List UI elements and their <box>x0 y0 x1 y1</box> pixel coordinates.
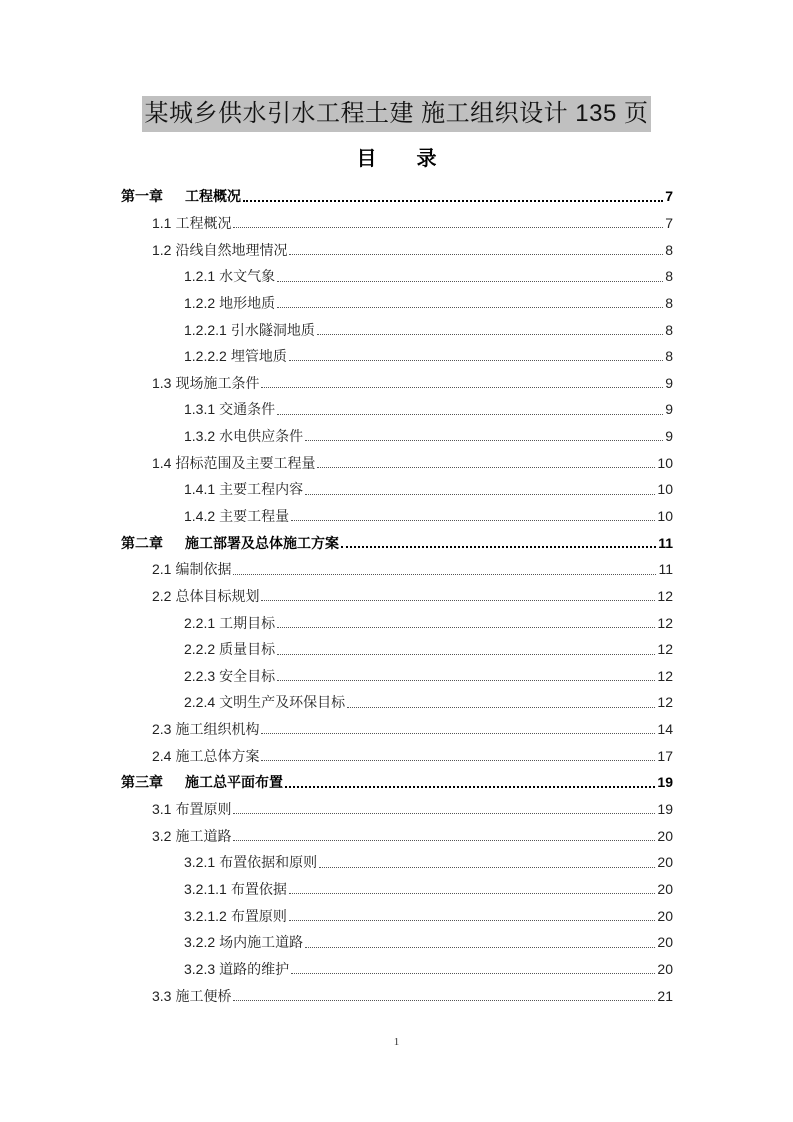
toc-entry-number: 3.2.1.1 <box>184 880 227 897</box>
toc-entry-number: 2.2.3 <box>184 667 216 684</box>
toc-entry-label <box>184 666 275 686</box>
toc-entry-number: 1.4.1 <box>184 481 216 498</box>
toc-entry-page: 21 <box>657 987 673 1004</box>
toc-entry-page: 10 <box>657 481 673 498</box>
toc-entry-number: 2.2 <box>152 587 172 604</box>
toc-entry-text: 沿线自然地理情况 <box>175 241 288 258</box>
toc-entry-page: 12 <box>657 587 673 604</box>
toc-entry[interactable] <box>121 689 673 716</box>
toc-entry[interactable] <box>121 742 673 769</box>
toc-entry-number: 1.4.2 <box>184 508 216 524</box>
toc-entry-number: 1.2 <box>152 241 172 258</box>
dot-leader <box>261 759 655 761</box>
toc-entry-page: 11 <box>658 534 673 551</box>
toc-entry[interactable] <box>121 369 673 396</box>
toc-entry-number: 第三章 <box>121 774 163 791</box>
page-number: 1 <box>393 1036 400 1048</box>
toc-entry-number: 3.2.1 <box>184 854 216 871</box>
toc-entry[interactable] <box>121 849 673 876</box>
toc-entry-page: 8 <box>665 268 673 285</box>
toc-entry-label <box>152 213 231 233</box>
toc-entry-page: 8 <box>665 294 673 311</box>
toc-entry-page: 12 <box>657 641 673 658</box>
toc-entry-number: 2.2.4 <box>184 694 216 711</box>
toc-entry-page: 17 <box>657 747 673 764</box>
toc-entry-text: 主要工程内容 <box>219 481 304 498</box>
toc-entry-label <box>184 320 315 340</box>
toc-entry-text: 工程概况 <box>185 188 241 205</box>
toc-entry-page: 19 <box>657 774 673 791</box>
toc-entry-label <box>121 772 283 792</box>
dot-leader <box>291 972 655 974</box>
toc-entry-page: 12 <box>657 667 673 684</box>
toc-entry-label <box>121 533 339 553</box>
toc-entry-number: 3.3 <box>152 987 172 1004</box>
dot-leader <box>305 946 655 948</box>
toc-entry-number: 1.3.2 <box>184 428 216 445</box>
toc-entry-text: 布置原则 <box>175 801 232 818</box>
toc-entry-page: 14 <box>657 721 673 738</box>
toc-entry-label <box>184 293 275 313</box>
toc-entry-label <box>152 586 259 606</box>
toc-entry[interactable] <box>121 290 673 317</box>
toc-entry-number: 3.2.3 <box>184 960 216 977</box>
dot-leader <box>233 226 663 228</box>
toc-entry[interactable] <box>121 556 673 583</box>
toc-entry[interactable] <box>121 263 673 290</box>
toc-entry-label <box>184 879 287 899</box>
toc-entry[interactable] <box>121 982 673 1009</box>
toc-entry[interactable] <box>121 609 673 636</box>
toc-entry[interactable] <box>121 476 673 503</box>
toc-entry[interactable] <box>121 902 673 929</box>
toc-entry-text: 引水隧洞地质 <box>230 321 315 338</box>
toc-entry-page: 20 <box>657 960 673 977</box>
document-title: 某城乡供水引水工程土建 施工组织设计 135 页 <box>142 96 650 132</box>
toc-entry-label <box>184 932 303 952</box>
toc-chapter-entry[interactable] <box>121 183 673 210</box>
toc-entry-label <box>184 506 289 526</box>
toc-entry-text: 交通条件 <box>219 401 276 418</box>
dot-leader <box>277 413 663 415</box>
toc-entry-page: 20 <box>657 907 673 924</box>
dot-leader <box>261 599 655 601</box>
toc-entry-label <box>121 186 241 206</box>
toc-entry-text: 施工部署及总体施工方案 <box>185 534 339 551</box>
toc-entry-number: 2.4 <box>152 747 172 764</box>
dot-leader <box>317 333 663 335</box>
toc-entry-text: 施工便桥 <box>175 987 232 1004</box>
dot-leader <box>285 785 655 788</box>
toc-chapter-entry[interactable] <box>121 529 673 556</box>
toc-entry-number: 3.2.2 <box>184 934 216 951</box>
toc-entry-number: 1.2.2 <box>184 294 216 311</box>
toc-entry-label <box>184 266 275 286</box>
toc-entry-page: 8 <box>665 321 673 338</box>
toc-entry[interactable] <box>121 876 673 903</box>
toc-entry-page: 20 <box>657 934 673 951</box>
toc-entry-label <box>184 692 345 712</box>
toc-entry-page: 12 <box>657 694 673 711</box>
toc-entry-page: 10 <box>657 508 673 524</box>
toc-entry-text: 施工组织机构 <box>175 721 260 738</box>
toc-entry-text: 地形地质 <box>219 294 276 311</box>
toc-entry[interactable] <box>121 210 673 237</box>
dot-leader <box>277 679 655 681</box>
toc-entry-text: 质量目标 <box>219 641 276 658</box>
toc-entry-text: 道路的维护 <box>219 960 290 977</box>
dot-leader <box>289 892 656 894</box>
toc-entry-number: 第二章 <box>121 534 163 551</box>
toc-entry-page: 19 <box>657 801 673 818</box>
toc-entry-number: 3.2.1.2 <box>184 907 227 924</box>
dot-leader <box>233 573 656 575</box>
table-of-contents <box>121 183 673 1009</box>
toc-entry[interactable] <box>121 636 673 663</box>
toc-entry-number: 1.3 <box>152 374 172 391</box>
toc-entry-label <box>184 639 275 659</box>
toc-entry-label <box>184 426 303 446</box>
toc-entry-page: 9 <box>665 374 673 391</box>
toc-entry[interactable] <box>121 822 673 849</box>
toc-entry-label <box>152 826 231 846</box>
toc-entry[interactable] <box>121 663 673 690</box>
toc-entry[interactable] <box>121 236 673 263</box>
toc-entry-text: 招标范围及主要工程量 <box>175 454 316 471</box>
toc-entry-number: 1.2.2.2 <box>184 348 227 365</box>
dot-leader <box>277 653 655 655</box>
toc-entry-label <box>152 559 231 579</box>
toc-entry-text: 施工总平面布置 <box>185 774 283 791</box>
toc-chapter-entry[interactable] <box>121 769 673 796</box>
toc-entry-label <box>184 613 275 633</box>
toc-entry-number: 1.3.1 <box>184 401 216 418</box>
toc-entry-page: 12 <box>657 614 673 631</box>
dot-leader <box>291 519 655 521</box>
toc-entry-page: 20 <box>657 854 673 871</box>
toc-entry[interactable] <box>121 956 673 983</box>
dot-leader <box>233 812 655 814</box>
toc-entry-label <box>184 346 287 366</box>
toc-entry-number: 1.2.1 <box>184 268 216 285</box>
toc-entry-page: 20 <box>657 880 673 897</box>
toc-entry-label <box>152 373 259 393</box>
toc-entry-text: 文明生产及环保目标 <box>219 694 346 711</box>
toc-entry-number: 2.1 <box>152 561 172 578</box>
toc-heading <box>0 145 793 173</box>
dot-leader <box>233 999 655 1001</box>
toc-entry-label <box>152 719 259 739</box>
dot-leader <box>261 732 655 734</box>
toc-entry[interactable] <box>121 423 673 450</box>
toc-entry[interactable] <box>121 929 673 956</box>
dot-leader <box>341 545 656 548</box>
toc-entry-text: 主要工程量 <box>219 508 290 524</box>
dot-leader <box>233 839 655 841</box>
toc-entry-text: 施工道路 <box>175 827 232 844</box>
toc-entry-page: 11 <box>658 561 673 578</box>
dot-leader <box>305 493 655 495</box>
toc-entry-label <box>184 852 317 872</box>
dot-leader <box>317 466 655 468</box>
toc-entry-text: 施工总体方案 <box>175 747 260 764</box>
toc-entry-number: 3.1 <box>152 801 172 818</box>
toc-entry-page: 7 <box>665 214 673 231</box>
toc-entry[interactable] <box>121 396 673 423</box>
toc-entry-label <box>184 906 287 926</box>
dot-leader <box>243 199 663 202</box>
toc-entry-text: 水电供应条件 <box>219 428 304 445</box>
toc-entry[interactable] <box>121 796 673 823</box>
toc-entry-number: 3.2 <box>152 827 172 844</box>
toc-entry-page: 9 <box>665 428 673 445</box>
toc-entry-text: 场内施工道路 <box>219 934 304 951</box>
toc-heading-char-1: 目 <box>356 148 377 170</box>
toc-entry-label <box>152 799 231 819</box>
toc-entry-number: 1.1 <box>152 214 172 231</box>
dot-leader <box>277 280 663 282</box>
toc-entry-text: 工程概况 <box>175 214 232 231</box>
toc-entry-page: 8 <box>665 348 673 365</box>
dot-leader <box>305 439 663 441</box>
toc-heading-char-2: 录 <box>416 148 437 170</box>
toc-entry-page: 7 <box>665 188 673 205</box>
toc-entry-label <box>184 959 289 979</box>
dot-leader <box>289 359 663 361</box>
dot-leader <box>347 706 655 708</box>
toc-entry-text: 总体目标规划 <box>175 587 260 604</box>
toc-entry-text: 埋管地质 <box>230 348 287 365</box>
toc-entry[interactable] <box>121 716 673 743</box>
dot-leader <box>319 866 655 868</box>
dot-leader <box>277 626 655 628</box>
toc-entry-number: 第一章 <box>121 188 163 205</box>
dot-leader <box>277 306 663 308</box>
toc-entry-text: 布置依据和原则 <box>219 854 318 871</box>
toc-entry-text: 现场施工条件 <box>175 374 260 391</box>
dot-leader <box>261 386 663 388</box>
toc-entry-label <box>152 240 287 260</box>
toc-entry-text: 安全目标 <box>219 667 276 684</box>
toc-entry-label <box>152 746 259 766</box>
toc-entry-label <box>184 479 303 499</box>
toc-entry[interactable] <box>121 449 673 476</box>
toc-entry-text: 布置依据 <box>230 880 287 897</box>
toc-entry-label <box>184 399 275 419</box>
toc-entry-page: 8 <box>665 241 673 258</box>
toc-entry-page: 20 <box>657 827 673 844</box>
dot-leader <box>289 919 656 921</box>
toc-entry-number: 2.2.1 <box>184 614 216 631</box>
toc-entry[interactable] <box>121 343 673 370</box>
dot-leader <box>289 253 663 255</box>
toc-entry-page: 9 <box>665 401 673 418</box>
toc-entry-page: 10 <box>657 454 673 471</box>
toc-entry-text: 编制依据 <box>175 561 232 578</box>
toc-entry-text: 布置原则 <box>230 907 287 924</box>
toc-entry-number: 2.2.2 <box>184 641 216 658</box>
toc-entry[interactable] <box>121 316 673 343</box>
document-title-wrap <box>0 96 793 132</box>
toc-entry-number: 1.4 <box>152 454 172 471</box>
toc-entry-text: 工期目标 <box>219 614 276 631</box>
toc-entry-text: 水文气象 <box>219 268 276 285</box>
toc-entry[interactable] <box>121 583 673 610</box>
toc-entry-label <box>152 453 315 473</box>
toc-entry-label <box>152 986 231 1006</box>
toc-entry-number: 2.3 <box>152 721 172 738</box>
toc-entry[interactable] <box>121 503 673 530</box>
toc-entry-number: 1.2.2.1 <box>184 321 227 338</box>
